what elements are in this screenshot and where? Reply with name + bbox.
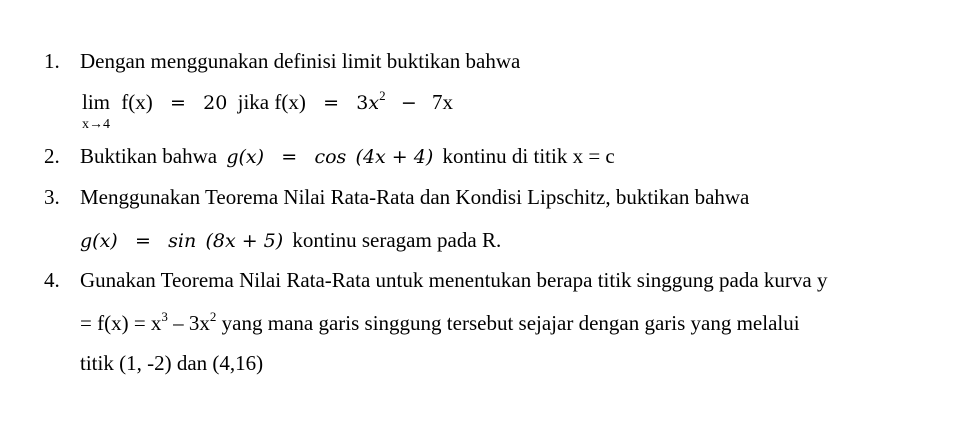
equals-sign: = [134,230,151,252]
item-2-intro: Buktikan bahwa [80,144,218,168]
jika-text: jika [237,90,270,114]
item-4-number: 4. [44,268,60,292]
item-4-line-2 [80,309,800,335]
item-2-number: 2. [44,144,60,168]
equals-sign: = [281,146,298,168]
g-of-x: g(x) [80,230,118,252]
equals-sign: = [170,92,186,114]
exponent-2: 2 [209,309,217,324]
equation-part-c: yang mana garis singgung tersebut sejajar dengan garis yang melalui [216,311,800,335]
item-4-line-3: titik (1, -2) dan (4,16) [80,351,264,375]
function-name: f(x) [274,90,306,114]
item-1-number: 1. [44,49,60,73]
exponent-2: 2 [379,88,386,103]
limit-function: f(x) [121,90,153,114]
variable-x: x [368,92,380,114]
equation-part-a: = f(x) = x [80,311,162,335]
term-7x: 7x [432,90,453,114]
item-3-formula [80,230,501,251]
item-2-text [80,146,615,167]
item-1-text: Dengan menggunakan definisi limit buktikan bahwa [80,49,521,73]
limit-value: 20 [203,92,228,114]
sin-argument: (8x + 5) [205,230,284,252]
coefficient-3: 3 [356,92,369,114]
equation-part-b: – 3x [167,311,210,335]
minus-sign: − [400,92,417,114]
equals-sign-2: = [323,92,340,114]
sin-function: sin [168,230,197,252]
item-3-conclusion: kontinu seragam pada R. [292,228,502,252]
limit-operator [82,90,111,132]
item-1-formula [82,88,453,132]
item-3-number: 3. [44,185,60,209]
item-4-line-1: Gunakan Teorema Nilai Rata-Rata untuk menentukan berapa titik singgung pada kurva y [80,268,828,292]
g-of-x: g(x) [226,146,265,168]
cos-function: cos [314,146,347,168]
item-3-text: Menggunakan Teorema Nilai Rata-Rata dan Kondisi Lipschitz, buktikan bahwa [80,185,750,209]
item-2-conclusion: kontinu di titik x = c [442,144,615,168]
cos-argument: (4x + 4) [355,146,434,168]
limit-subscript: x→4 [82,117,110,132]
limit-label: lim [82,90,111,114]
exponent-3: 3 [161,309,168,324]
